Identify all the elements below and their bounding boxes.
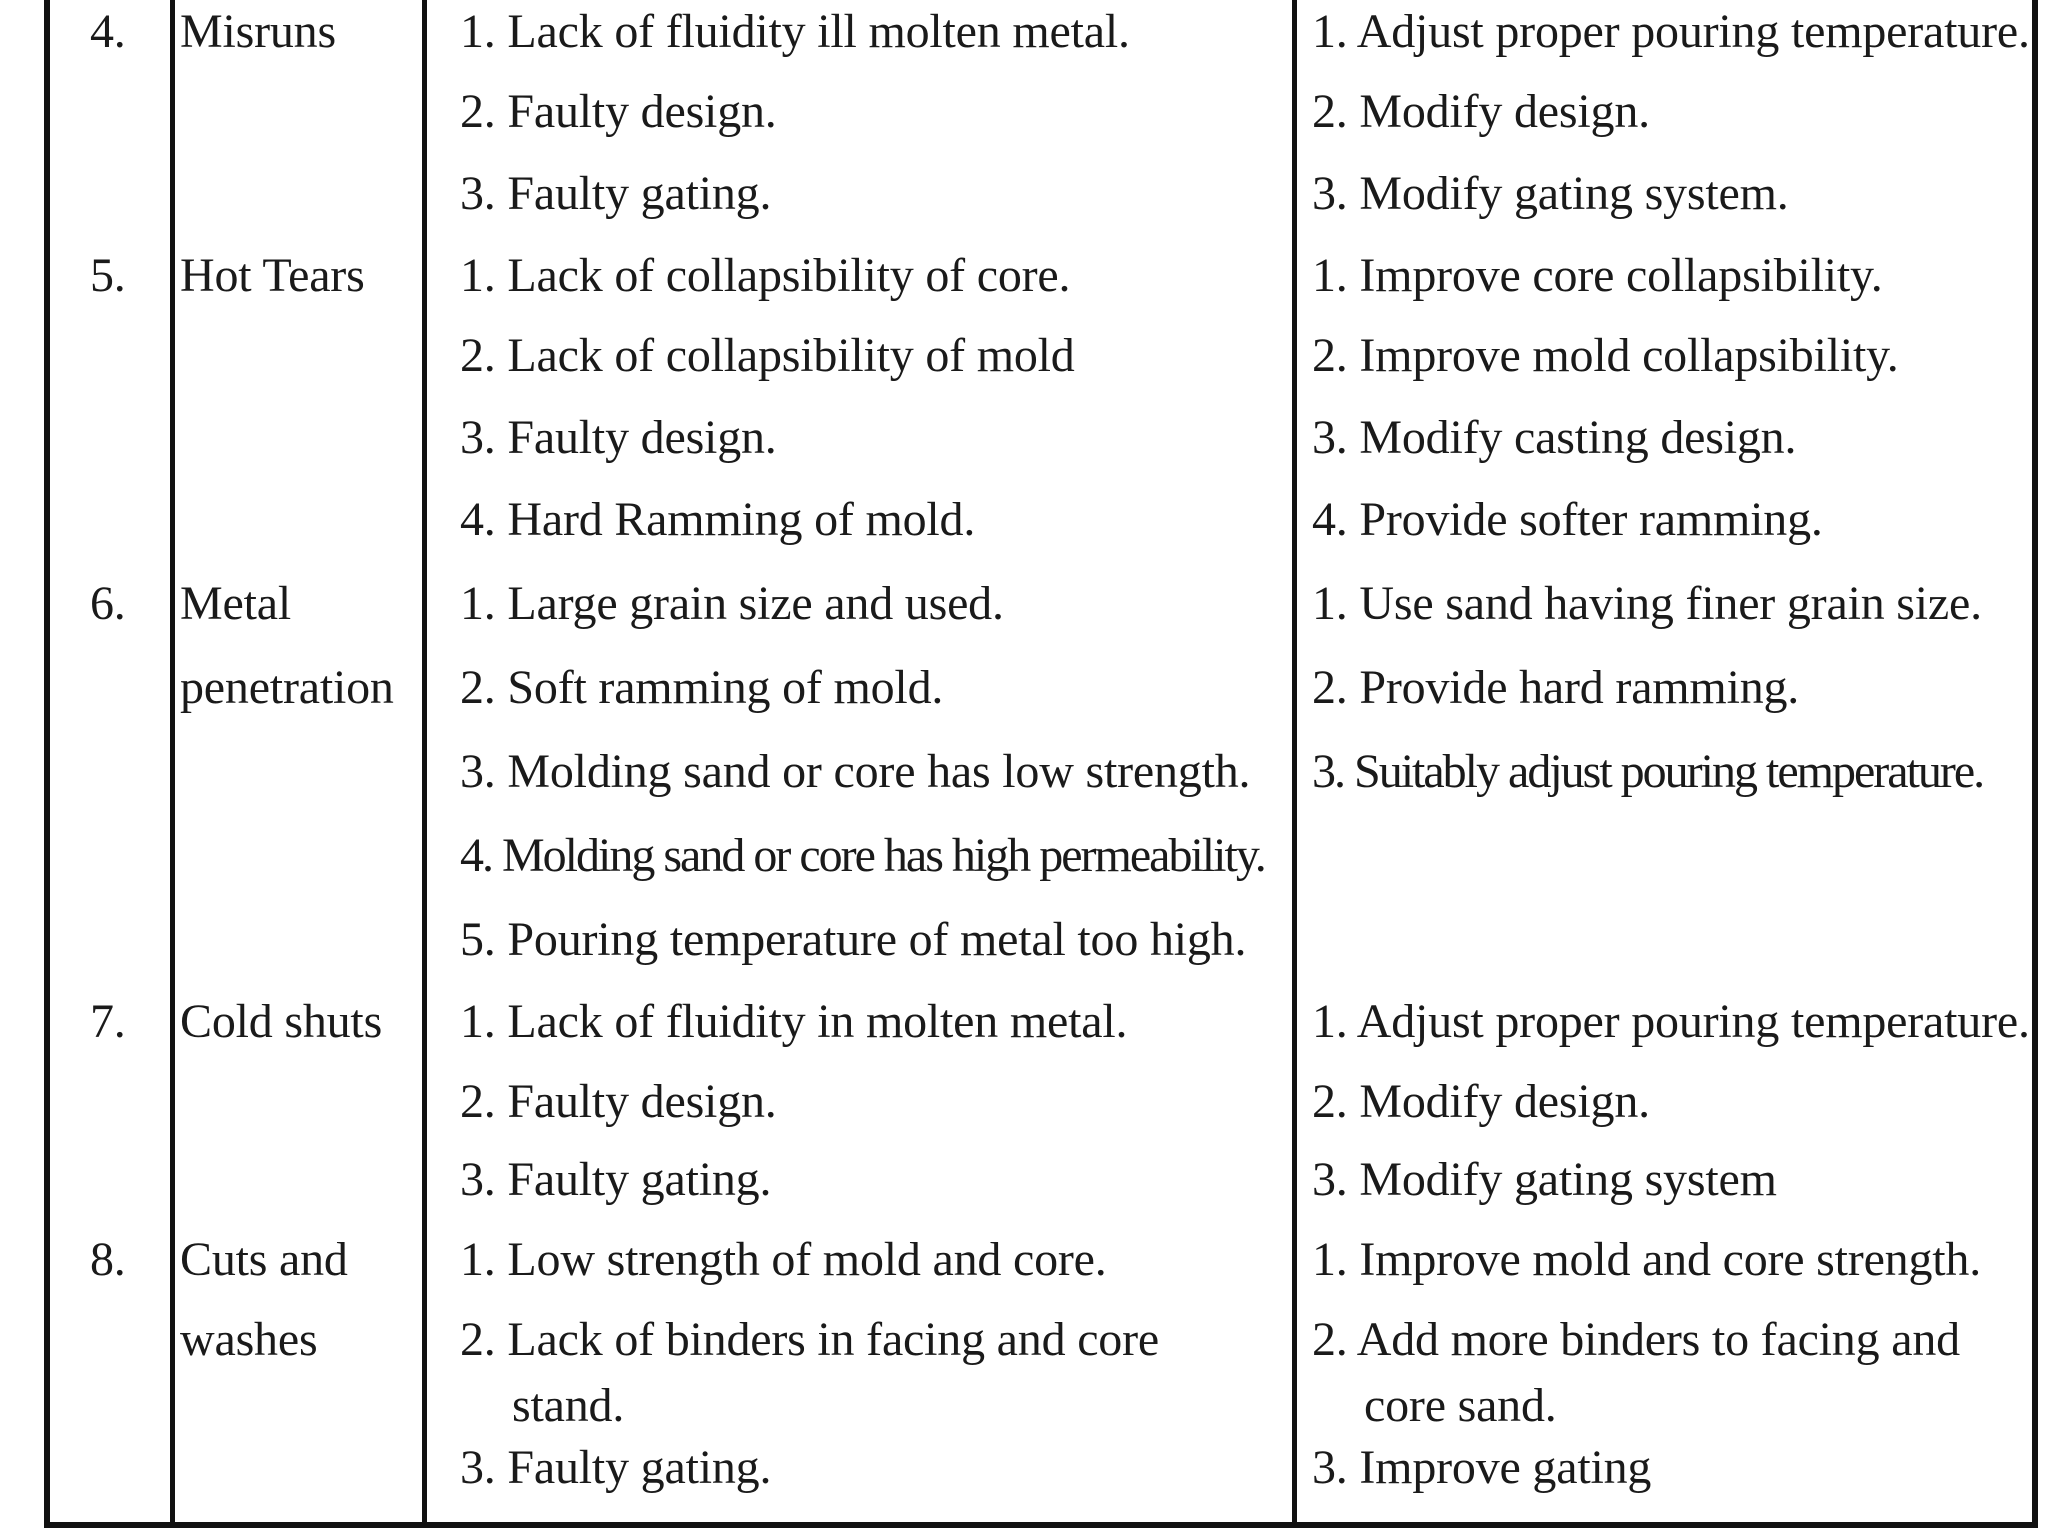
defect-name-line2: washes xyxy=(180,1313,318,1366)
remedy-item: 4. Provide softer ramming. xyxy=(1312,493,1823,546)
column-divider-cause xyxy=(1292,0,1297,1528)
row-number: 5. xyxy=(90,249,126,302)
row-number: 7. xyxy=(90,995,126,1048)
remedy-item: 3. Modify casting design. xyxy=(1312,411,1797,464)
cause-item: 5. Pouring temperature of metal too high. xyxy=(460,913,1247,966)
cause-item: 3. Faulty gating. xyxy=(460,1153,772,1206)
cause-item: 2. Lack of binders in facing and core xyxy=(460,1313,1159,1366)
cause-item: 2. Faulty design. xyxy=(460,85,777,138)
table-left-border xyxy=(44,0,50,1528)
remedy-item: 2. Modify design. xyxy=(1312,1075,1650,1128)
remedy-item: 2. Improve mold collapsibility. xyxy=(1312,329,1899,382)
cause-item: 1. Low strength of mold and core. xyxy=(460,1233,1107,1286)
remedy-item-continuation: core sand. xyxy=(1364,1379,1557,1432)
remedy-item: 3. Modify gating system xyxy=(1312,1153,1777,1206)
remedy-item: 1. Improve core collapsibility. xyxy=(1312,249,1883,302)
row-number: 4. xyxy=(90,5,126,58)
defect-name: Cold shuts xyxy=(180,995,383,1048)
cause-item: 3. Molding sand or core has low strength. xyxy=(460,745,1251,798)
remedy-item: 3. Improve gating xyxy=(1312,1441,1652,1494)
defect-name-line2: penetration xyxy=(180,661,394,714)
cause-item: 3. Faulty design. xyxy=(460,411,777,464)
row-number: 8. xyxy=(90,1233,126,1286)
cause-item: 2. Soft ramming of mold. xyxy=(460,661,944,714)
remedy-item: 2. Add more binders to facing and xyxy=(1312,1313,1960,1366)
defect-name: Hot Tears xyxy=(180,249,365,302)
defect-name: Metal xyxy=(180,577,291,630)
table-bottom-border xyxy=(44,1522,2038,1528)
cause-item-continuation: stand. xyxy=(512,1379,625,1432)
remedy-item: 2. Provide hard ramming. xyxy=(1312,661,1800,714)
column-divider-defect xyxy=(422,0,427,1528)
row-number: 6. xyxy=(90,577,126,630)
cause-item: 1. Lack of fluidity in molten metal. xyxy=(460,995,1128,1048)
remedy-item: 2. Modify design. xyxy=(1312,85,1650,138)
cause-item: 1. Large grain size and used. xyxy=(460,577,1004,630)
remedy-item: 1. Use sand having finer grain size. xyxy=(1312,577,1982,630)
remedy-item: 1. Adjust proper pouring temperature. xyxy=(1312,995,2030,1048)
cause-item: 4. Molding sand or core has high permeability. xyxy=(460,829,1265,882)
cause-item: 2. Lack of collapsibility of mold xyxy=(460,329,1075,382)
remedy-item: 1. Improve mold and core strength. xyxy=(1312,1233,1982,1286)
cause-item: 1. Lack of fluidity ill molten metal. xyxy=(460,5,1130,58)
cause-item: 4. Hard Ramming of mold. xyxy=(460,493,976,546)
defect-name: Cuts and xyxy=(180,1233,348,1286)
remedy-item: 3. Modify gating system. xyxy=(1312,167,1789,220)
cause-item: 3. Faulty gating. xyxy=(460,167,772,220)
remedy-item: 3. Suitably adjust pouring temperature. xyxy=(1312,745,1984,798)
cause-item: 1. Lack of collapsibility of core. xyxy=(460,249,1071,302)
remedy-item: 1. Adjust proper pouring temperature. xyxy=(1312,5,2030,58)
cause-item: 2. Faulty design. xyxy=(460,1075,777,1128)
table-right-border xyxy=(2032,0,2038,1528)
cause-item: 3. Faulty gating. xyxy=(460,1441,772,1494)
defect-name: Misruns xyxy=(180,5,336,58)
column-divider-number xyxy=(170,0,175,1528)
